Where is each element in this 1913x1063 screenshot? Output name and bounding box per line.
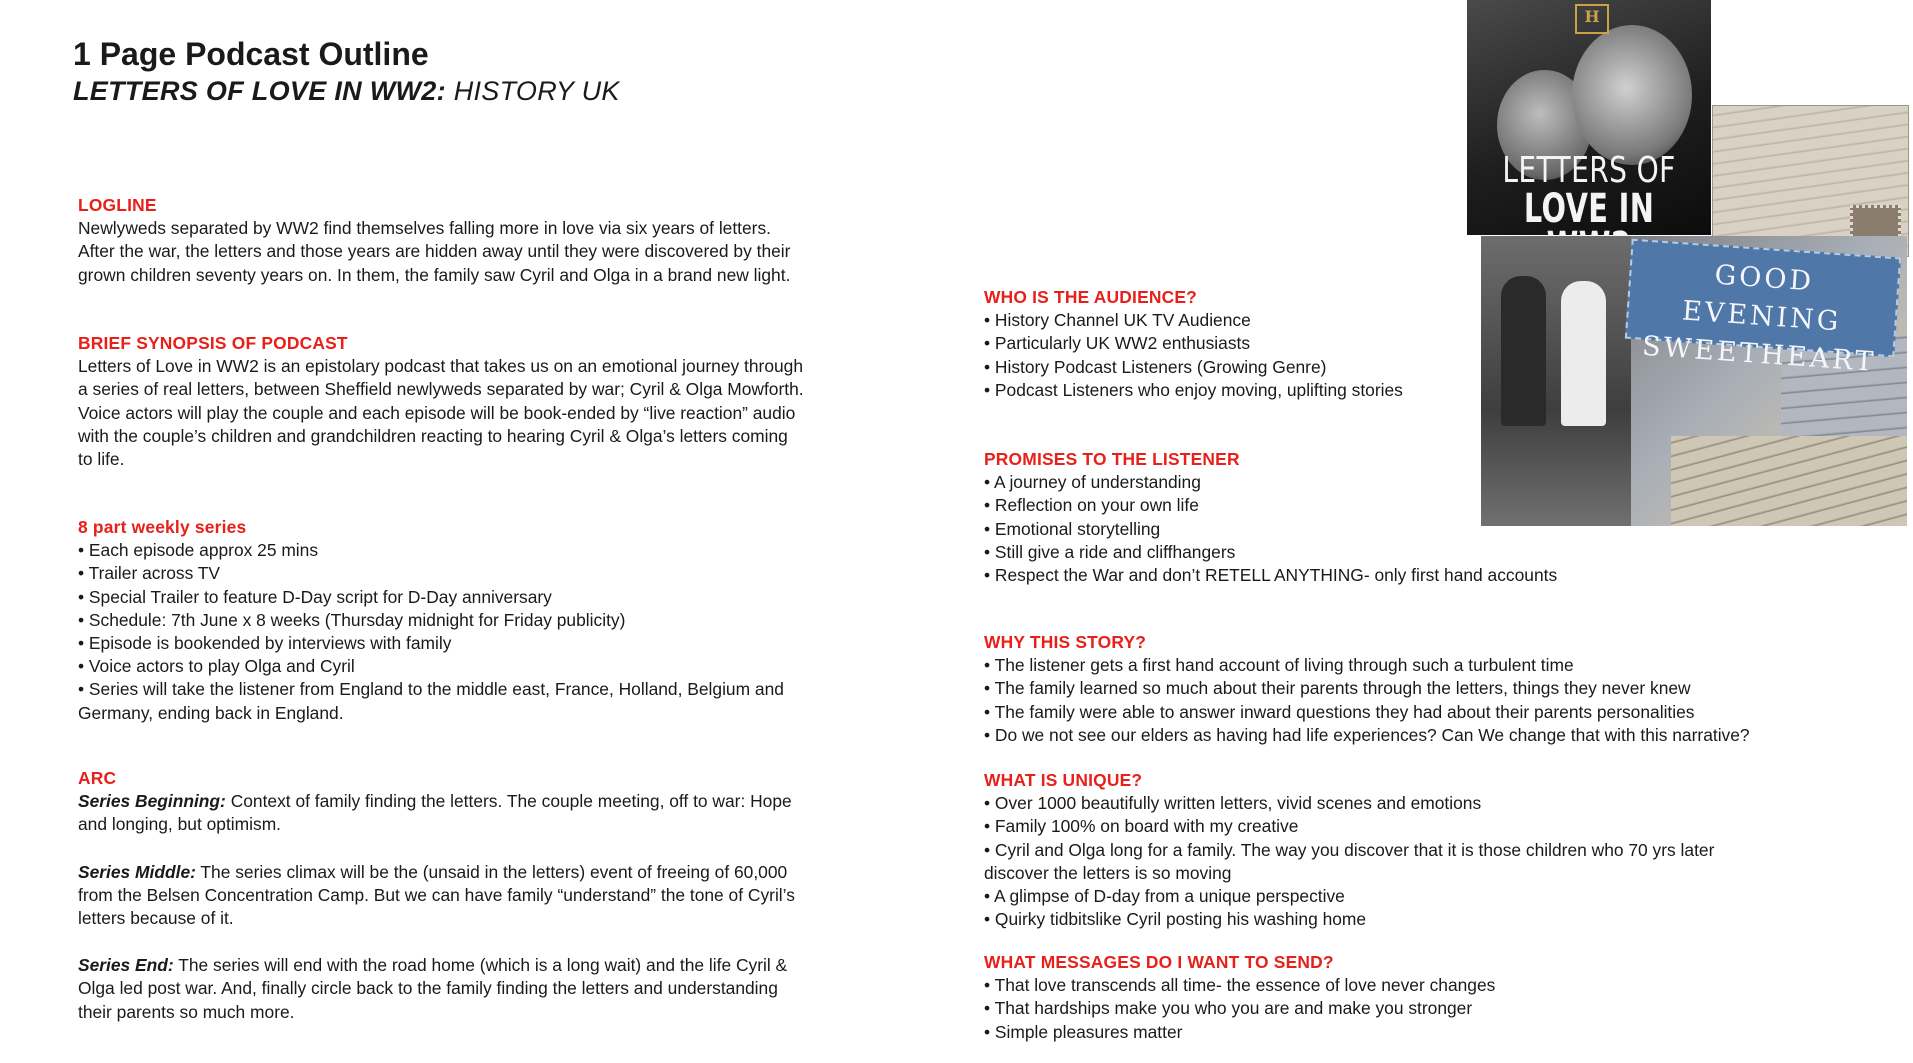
list-item-continuation: Germany, ending back in England.: [78, 702, 344, 723]
unique-heading: WHAT IS UNIQUE?: [984, 770, 1143, 790]
olga-figure: [1561, 281, 1606, 426]
arc-text: Context of family finding the letters. The couple meeting, off to war: Hope: [225, 791, 792, 812]
series-section: [78, 516, 898, 725]
list-item: • Trailer across TV: [78, 562, 898, 585]
why-section: [984, 631, 1884, 747]
cyril-portrait: [1572, 25, 1692, 165]
arc-middle-label: Series Middle:: [78, 861, 196, 882]
synopsis-heading: BRIEF SYNOPSIS OF PODCAST: [78, 333, 348, 353]
promises-heading: PROMISES TO THE LISTENER: [984, 449, 1240, 469]
audience-list: [984, 309, 1464, 402]
list-item: • Cyril and Olga long for a family. The way you discover that it is those children who 70 yrs later: [984, 839, 1884, 862]
list-item-continuation: discover the letters is so moving: [984, 862, 1232, 883]
arc-beginning: [78, 790, 898, 836]
messages-list: [984, 974, 1884, 1044]
cyril-figure: [1501, 276, 1546, 426]
messages-section: [984, 951, 1884, 1044]
cover-title-line2: LOVE IN: [1523, 186, 1655, 232]
list-item: • History Podcast Listeners (Growing Genre): [984, 356, 1464, 379]
unique-section: [984, 769, 1884, 931]
promises-list: [984, 471, 1884, 587]
why-heading: WHY THIS STORY?: [984, 632, 1147, 652]
arc-text: from the Belsen Concentration Camp. But we can have family “understand” the tone of Cyril’s: [78, 884, 795, 905]
list-item: • Voice actors to play Olga and Cyril: [78, 655, 898, 678]
list-item: • The family were able to answer inward questions they had about their parents personalities: [984, 701, 1884, 724]
series-heading: 8 part weekly series: [78, 517, 247, 537]
subtitle-show-name: LETTERS OF LOVE IN WW2:: [73, 76, 446, 106]
list-item: • Special Trailer to feature D-Day script for D-Day anniversary: [78, 586, 898, 609]
list-item: • Quirky tidbitslike Cyril posting his washing home: [984, 908, 1884, 931]
list-item: • A glimpse of D-day from a unique perspective: [984, 885, 1884, 908]
arc-text: The series will end with the road home (which is a long wait) and the life Cyril &: [173, 955, 788, 976]
arc-section: [78, 767, 898, 1048]
arc-end-label: Series End:: [78, 955, 174, 976]
messages-heading: WHAT MESSAGES DO I WANT TO SEND?: [984, 952, 1334, 972]
list-item: • Schedule: 7th June x 8 weeks (Thursday midnight for Friday publicity): [78, 609, 898, 632]
arc-beginning-label: Series Beginning:: [78, 791, 226, 812]
list-item: • Series will take the listener from England to the middle east, France, Holland, Belgium and: [78, 678, 898, 701]
list-item: • A journey of understanding: [984, 471, 1884, 494]
arc-text: their parents so much more.: [78, 1001, 295, 1022]
subtitle-channel: HISTORY UK: [445, 76, 620, 106]
banner-line1: GOOD EVENING: [1681, 259, 1843, 338]
list-item: • Still give a ride and cliffhangers: [984, 541, 1884, 564]
list-item: • Do we not see our elders as having had life experiences? Can We change that with this narrative?: [984, 724, 1884, 747]
arc-text: letters because of it.: [78, 908, 234, 929]
good-evening-sweetheart-banner: [1625, 239, 1901, 378]
audience-heading: WHO IS THE AUDIENCE?: [984, 287, 1198, 307]
logline-line: grown children seventy years on. In them, the family saw Cyril and Olga in a brand new light.: [78, 264, 791, 285]
list-item: • Respect the War and don’t RETELL ANYTHING- only first hand accounts: [984, 564, 1884, 587]
arc-text: and longing, but optimism.: [78, 814, 282, 835]
list-item: • History Channel UK TV Audience: [984, 309, 1464, 332]
arc-end: [78, 954, 898, 1024]
page-title: 1 Page Podcast Outline: [73, 36, 429, 72]
list-item: • Family 100% on board with my creative: [984, 815, 1884, 838]
synopsis-line: a series of real letters, between Sheffield newlyweds separated by war; Cyril & Olga Mowforth.: [78, 379, 804, 400]
synopsis-line: to life.: [78, 449, 125, 470]
list-item: • Episode is bookended by interviews with family: [78, 632, 898, 655]
list-item: • The family learned so much about their parents through the letters, things they never knew: [984, 677, 1884, 700]
page-subtitle: [73, 76, 620, 107]
synopsis-line: Voice actors will play the couple and each episode will be book-ended by “live reaction” audio: [78, 402, 796, 423]
banner-line2: SWEETHEART: [1641, 330, 1877, 378]
logline-heading: LOGLINE: [78, 195, 157, 215]
promises-section: [984, 448, 1884, 587]
list-item: • Particularly UK WW2 enthusiasts: [984, 332, 1464, 355]
history-channel-logo: H: [1575, 4, 1609, 34]
series-list: [78, 539, 898, 701]
arc-text: Olga led post war. And, finally circle back to the family finding the letters and understanding: [78, 978, 778, 999]
list-item: • Emotional storytelling: [984, 518, 1884, 541]
arc-text: The series climax will be the (unsaid in the letters) event of freeing of 60,000: [195, 861, 788, 882]
list-item: • Podcast Listeners who enjoy moving, uplifting stories: [984, 379, 1464, 402]
synopsis-line: Letters of Love in WW2 is an epistolary podcast that takes us on an emotional journey through: [78, 356, 804, 377]
unique-list-cont: [984, 885, 1884, 931]
podcast-cover-art: [1467, 0, 1711, 235]
why-list: [984, 654, 1884, 747]
unique-list: [984, 792, 1884, 862]
list-item: • Simple pleasures matter: [984, 1021, 1884, 1044]
logline-line: After the war, the letters and those years are hidden away until they were discovered by their: [78, 241, 791, 262]
synopsis-section: [78, 332, 898, 471]
arc-heading: ARC: [78, 768, 117, 788]
cover-title-line1: LETTERS OF: [1502, 150, 1676, 191]
list-item: • Each episode approx 25 mins: [78, 539, 898, 562]
synopsis-line: with the couple’s children and grandchildren reacting to hearing Cyril & Olga’s letters coming: [78, 425, 788, 446]
list-item: • That love transcends all time- the essence of love never changes: [984, 974, 1884, 997]
audience-section: [984, 286, 1464, 402]
logline-section: [78, 194, 898, 287]
list-item: • That hardships make you who you are and make you stronger: [984, 997, 1884, 1020]
list-item: • Reflection on your own life: [984, 494, 1884, 517]
list-item: • Over 1000 beautifully written letters, vivid scenes and emotions: [984, 792, 1884, 815]
arc-middle: [78, 861, 898, 931]
list-item: • The listener gets a first hand account of living through such a turbulent time: [984, 654, 1884, 677]
logline-line: Newlyweds separated by WW2 find themselves falling more in love via six years of letters.: [78, 218, 772, 239]
